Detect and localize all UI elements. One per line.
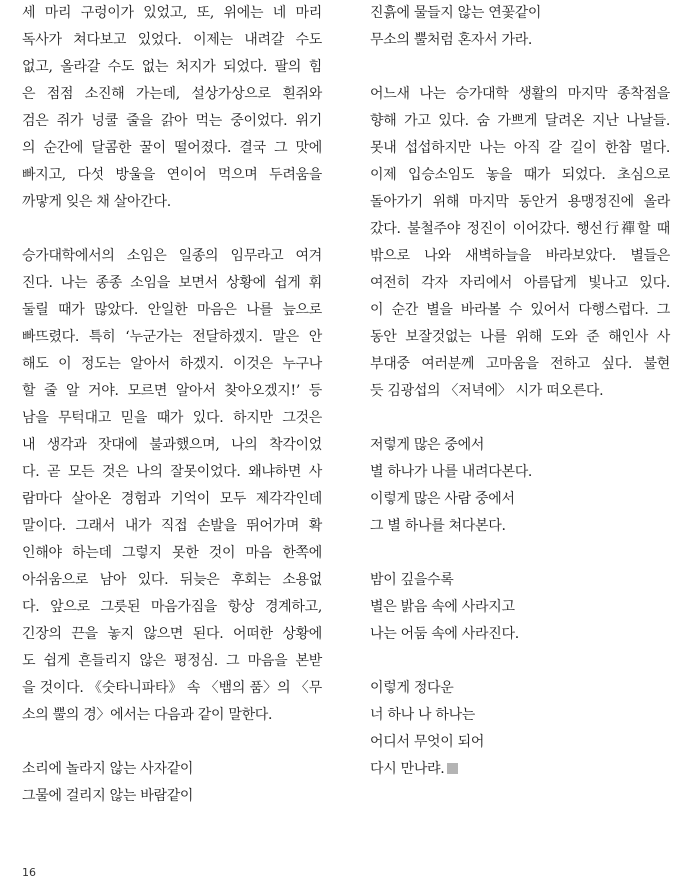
verse-line: 무소의 뿔처럼 혼자서 가라.: [370, 32, 533, 48]
text-line: 어느새 나는 승가대학 생활의 마지막 종착점을: [370, 86, 670, 102]
verse-line: 소리에 놀라지 않는 사자같이: [22, 761, 194, 777]
text-line: 세 마리 구렁이가 있었고, 또, 위에는 네 마리: [22, 5, 322, 21]
text-line: 검은 쥐가 넝쿨 줄을 갉아 먹는 중이었다. 위기: [22, 113, 322, 129]
text-line: 돌아가기 위해 마지막 동안거 용맹정진에 올라: [370, 194, 670, 210]
text-line: 인해야 하는데 그렇지 못한 것이 마음 한쪽에: [22, 545, 322, 561]
verse-line: 진흙에 물들지 않는 연꽃같이: [370, 5, 542, 21]
poem-stanza: [370, 567, 670, 648]
poem-line: 어디서 무엇이 되어: [370, 734, 485, 750]
text-line: 여전히 각자 자리에서 아름답게 빛나고 있다.: [370, 275, 670, 291]
text-line: 갔다. 불철주야 정진이 이어갔다. 행선行禪할 때: [370, 221, 670, 237]
paragraph-gap: [370, 648, 670, 675]
text-line: 승가대학에서의 소임은 일종의 임무라고 여겨: [22, 248, 322, 264]
poem-line: 저렇게 많은 중에서: [370, 437, 485, 453]
text-line: 말이다. 그래서 내가 직접 손발을 뛰어가며 확: [22, 518, 322, 534]
text-line: 부대중 여러분께 고마움을 전하고 싶다. 불현: [370, 356, 670, 372]
text-line: 이 순간 별을 바라볼 수 있어서 다행스럽다. 그: [370, 302, 670, 318]
text-line: 을 것이다. 《숫타니파타》 속 〈뱀의 품〉의 〈무: [22, 680, 322, 696]
text-line: 도 쉽게 흔들리지 않은 평정심. 그 마음을 본받: [22, 653, 322, 669]
text-line: 다. 앞으로 그릇된 마음가짐을 항상 경계하고,: [22, 599, 322, 615]
paragraph: [370, 81, 670, 405]
poem-line: 너 하나 나 하나는: [370, 707, 476, 723]
poem-line: 별은 밝음 속에 사라지고: [370, 599, 515, 615]
text-line: 밖으로 나와 새벽하늘을 바라보았다. 별들은: [370, 248, 670, 264]
poem-line: 이렇게 정다운: [370, 680, 454, 696]
poem-line: [370, 756, 670, 783]
poem-line-text: 다시 만나랴.: [370, 761, 445, 777]
text-line: 내 생각과 잣대에 불과했으며, 나의 착각이었: [22, 437, 322, 453]
text-line: 은 점점 소진해 가는데, 설상가상으로 흰쥐와: [22, 86, 322, 102]
paragraph-gap: [370, 54, 670, 81]
text-line: 남을 무턱대고 믿을 때가 있다. 하지만 그것은: [22, 410, 322, 426]
paragraph: [22, 243, 322, 729]
page-number: 16: [22, 866, 36, 879]
paragraph-gap: [370, 540, 670, 567]
text-line: 듯 김광섭의 〈저녁에〉 시가 떠오른다.: [370, 383, 604, 399]
text-line: 이제 입승소임도 놓을 때가 되었다. 초심으로: [370, 167, 670, 183]
text-line: 긴장의 끈을 놓지 않으면 된다. 어떠한 상황에: [22, 626, 322, 642]
text-line: 람마다 살아온 경험과 기억이 모두 제각각인데: [22, 491, 322, 507]
text-line: 해도 이 정도는 알아서 하겠지. 이것은 누구나: [22, 356, 322, 372]
text-line: 둘릴 때가 많았다. 안일한 마음은 나를 늪으로: [22, 302, 322, 318]
poem-line: 나는 어둠 속에 사라진다.: [370, 626, 519, 642]
text-line: 독사가 쳐다보고 있었다. 이제는 내려갈 수도: [22, 32, 322, 48]
text-line: 소의 뿔의 경〉에서는 다음과 같이 말한다.: [22, 707, 273, 723]
paragraph-gap: [22, 729, 322, 756]
text-line: 진다. 나는 종종 소임을 보면서 상황에 쉽게 휘: [22, 275, 322, 291]
text-line: 의 순간에 달콤한 꿀이 떨어졌다. 결국 그 맛에: [22, 140, 322, 156]
left-column: [22, 0, 322, 810]
verse-quote-continued: [370, 0, 670, 54]
paragraph: [22, 0, 322, 216]
text-line: 빠뜨렸다. 특히 ‘누군가는 전달하겠지. 말은 안: [22, 329, 322, 345]
text-line: 빠지고, 다섯 방울을 연이어 먹으며 두려움을: [22, 167, 322, 183]
poem-stanza: [370, 675, 670, 783]
poem-stanza: [370, 432, 670, 540]
text-line: 동안 보잘것없는 나를 위해 도와 준 해인사 사: [370, 329, 670, 345]
verse-line: 그물에 걸리지 않는 바람같이: [22, 788, 194, 804]
paragraph-gap: [22, 216, 322, 243]
text-line: 향해 가고 있다. 숨 가쁘게 달려온 지난 나날들.: [370, 113, 670, 129]
text-line: 까맣게 잊은 채 살아간다.: [22, 194, 171, 210]
text-line: 못내 섭섭하지만 나는 아직 갈 길이 한참 멀다.: [370, 140, 670, 156]
poem-line: 그 별 하나를 쳐다본다.: [370, 518, 506, 534]
poem-line: 이렇게 많은 사람 중에서: [370, 491, 515, 507]
text-line: 다. 곧 모든 것은 나의 잘못이었다. 왜냐하면 사: [22, 464, 322, 480]
poem-line: 밤이 깊을수록: [370, 572, 454, 588]
poem-line: 별 하나가 나를 내려다본다.: [370, 464, 533, 480]
text-line: 없고, 올라갈 수도 없는 처지가 되었다. 팔의 힘: [22, 59, 322, 75]
verse-quote: [22, 756, 322, 810]
paragraph-gap: [370, 405, 670, 432]
end-mark-icon: [447, 763, 458, 774]
right-column: [370, 0, 670, 783]
text-line: 할 줄 알 거야. 모르면 알아서 찾아오겠지!’ 등: [22, 383, 322, 399]
text-line: 아쉬움으로 남아 있다. 뒤늦은 후회는 소용없: [22, 572, 322, 588]
